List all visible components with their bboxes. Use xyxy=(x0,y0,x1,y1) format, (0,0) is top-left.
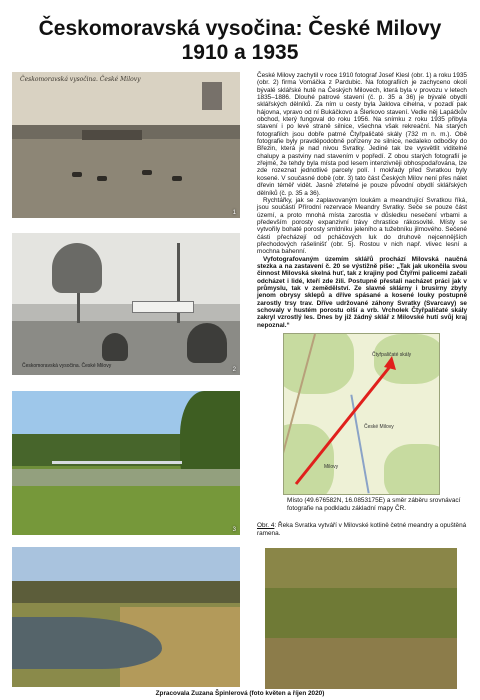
photo-treeline xyxy=(12,581,240,603)
photo-bush xyxy=(187,323,227,363)
page-subtitle-years: 1910 a 1935 xyxy=(181,41,299,64)
location-map xyxy=(283,333,440,495)
photo-rocks xyxy=(202,82,222,110)
author-credit: Zpracovala Zuzana Špinlerová (foto květen a říjen 2020) xyxy=(155,690,325,697)
paragraph-history: České Milovy zachytil v roce 1910 fotograf Josef Klesl (obr. 1) a roku 1935 (obr. 2) firma Vomáčka z Pardubic. Na fotografiích je zachyceno okolí bývalé sklářské hutě na Českých Milovech, která byla v provozu v letech 1835–1886. Dlouhé patrové stavení (č. p. 35 a 36) je bývalé obydlí sklářských dělníků. Za ním u cesty byla Jaklova cihelna, v pozadí pak hájovna, vpravo od ní Bukáčkovo a Šlerkovo stavení. Vedle něj Lapáčkův obchod, který fungoval do roku 1956. Na snímku z roku 1935 přibyla stavení i po levé straně silnice, všechna však rekreační. Na starých fotografiích jsou dobře patrné Čtyřpaličaté skály (732 m n. m.). Obě fotografie byly pravděpodobně pořízeny ze silnice, nedaleko odbočky do Březin, která je nad nivou Svratky. Jediné tak lze vysvětlit viditelné chalupy a pastviny nad stavením v popředí. Z obou starých fotografií je zřejmé, že tehdy byla místa pod lesem intenzivněji obhospodařována, lze zde rozeznat jednotlivé parcely polí. I mokřady před Svratkou byly kosené. V současné době (obr. 3) tato část Českých Milov není přes nálet dřevin téměř vidět. Jasně zřetelné je pouze původní obydlí sklářských dělníků (č. p. 35 a 36). xyxy=(257,72,467,197)
photo-2-caption: Českomoravská vysočina. České Milovy xyxy=(22,363,112,369)
photo-bridge xyxy=(52,461,182,464)
map-caption: Místo (49.676582N, 16.0853175E) a směr záběru srovnávací fotografie na podkladu základní mapy ČR. xyxy=(287,497,461,512)
photo-long-house xyxy=(82,130,142,140)
photo-vegetation xyxy=(265,588,457,638)
photo-number: 1 xyxy=(232,210,236,216)
photo-vegetation xyxy=(265,638,457,689)
photo-1-caption: Českomoravská vysočina. České Milovy xyxy=(20,76,141,83)
photo-tree xyxy=(52,243,102,293)
photo-sky xyxy=(12,233,240,304)
photo-number: 3 xyxy=(232,527,236,533)
photo-cow xyxy=(97,176,107,181)
page-title: Českomoravská vysočina: České Milovy xyxy=(38,17,442,40)
paragraph-trail-quote: Vyfotografovaným územím sklářů prochází Milovská naučná stezka a na zastavení č. 20 se výstižně píše: „Tak jak ukončila svou činnost Milovská skelná huť, tak z krajiny pod Čtyřmi palicemi začali odcházet i lidé, kteří zde žili. Postupně přestali nacházet práci jak v průmyslu, tak v zemědělství. Ze slavné sklárny i brusírny zbyly jenom obrysy sklepů a dříve spásané a kosené louky postupně zarostly trsy trav. Dříve udržované záhony Svratky (Svarcavy) se schovaly v hustém porostu olší a vrb. Vrcholek Čtyřpaličaté skály zakryl vzrostlý les. Dnes by již žádný sklář z Milovské hutí svůj kraj nepoznal.“ xyxy=(257,255,467,329)
photo-pasture xyxy=(12,139,240,218)
photo-bush xyxy=(102,333,128,361)
photo-cow xyxy=(172,176,182,181)
peat-bog-photo xyxy=(265,548,457,689)
photo-meadow xyxy=(12,486,240,535)
photo-vegetation xyxy=(265,548,457,588)
view-direction-arrow xyxy=(284,334,439,494)
photo-building xyxy=(132,301,194,313)
map-label: České Milovy xyxy=(364,424,394,430)
figure-4-text: : Řeka Svratka vytváří v Milovské kotlině četné meandry a opuštěná ramena. xyxy=(257,522,467,537)
historic-photo-1935 xyxy=(12,233,240,375)
photo-cow xyxy=(142,170,152,175)
photo-cow xyxy=(72,172,82,177)
paragraph-nature-reserve: Rychtářky, jak se zaplavovaným loukám a meandrující Svratkou říká, jsou součástí Přírodní rezervace Meandry Svratky. Seče se pouze část území, a proto mnohá místa zarostla v důsledku nesečení vrbami a především porosty expanzivní trávy chrastice rákosovité. Místy se vytvořily bohaté porosty smldníku jeleního a tužebníku jilmového. Sečené části přecházejí od pcháčových luk do druhově nejcennějších přechodových rašelinišť (obr. 5). Rostou v nich např. vlivec lesní a mochna bahenní. xyxy=(257,196,467,256)
map-label: Milovy xyxy=(324,464,339,470)
article-body xyxy=(257,72,467,329)
figure-4-caption xyxy=(257,522,467,537)
map-label: Čtyřpaličaté skály xyxy=(372,352,412,358)
figure-4-ref: Obr. 4 xyxy=(257,522,275,529)
photo-number: 2 xyxy=(232,367,236,373)
current-photo-bridge xyxy=(12,391,240,535)
river-meander-photo xyxy=(12,547,240,687)
historic-photo-1910 xyxy=(12,72,240,218)
